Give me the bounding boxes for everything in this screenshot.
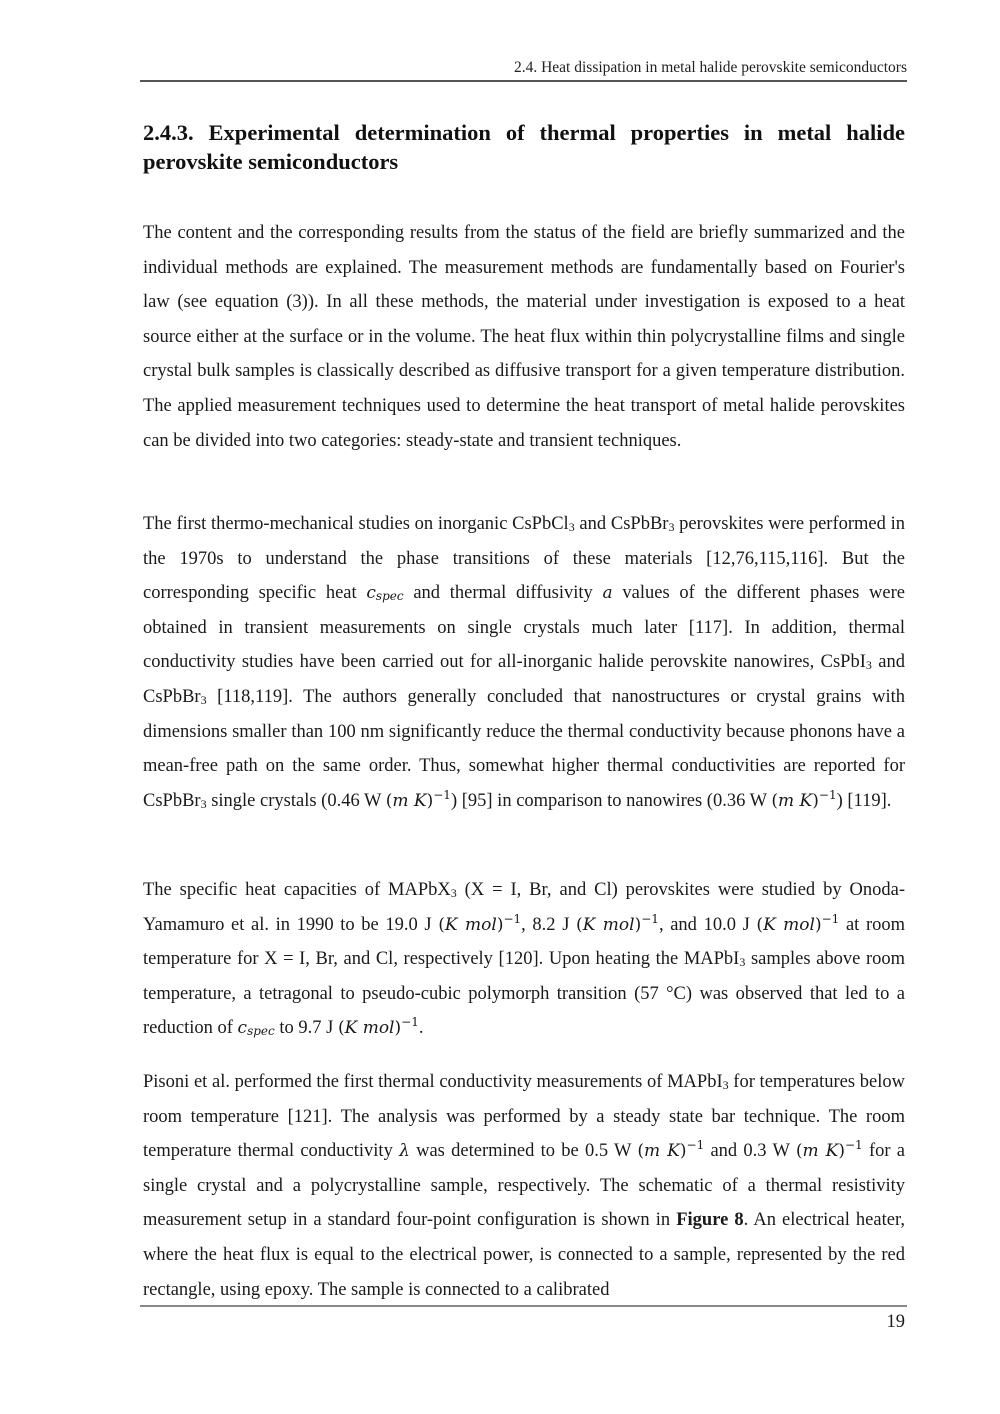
footer-rule	[140, 1305, 907, 1307]
page-number: 19	[886, 1312, 905, 1332]
math-c-spec: $c_{spec}$	[366, 583, 404, 604]
math-unit-Kmol: (K mol)$^{-1}$	[756, 911, 840, 935]
math-unit-mK: (m K)$^{-1}$	[385, 787, 451, 811]
math-a: a	[602, 583, 613, 604]
section-title	[143, 118, 905, 176]
header-rule	[140, 80, 907, 82]
math-unit-mK: (m K)$^{-1}$	[795, 1138, 863, 1162]
math-unit-mK: (m K)$^{-1}$	[637, 1138, 705, 1162]
math-c-spec: $c_{spec}$	[237, 1018, 275, 1039]
math-unit-Kmol: (K mol)$^{-1}$	[337, 1015, 419, 1039]
figure-reference[interactable]: Figure 8	[676, 1210, 744, 1231]
math-unit-Kmol: (K mol)$^{-1}$	[576, 911, 659, 935]
paragraph-pisoni: Pisoni et al. performed the first thermal conductivity measurements of MAPbI$_3$ for temperatures below room temperature [121]. The analysis was performed by a steady state bar technique. The room temperature thermal conductivity λ was determined to be 0.5 W (m K)$^{-1}$ and 0.3 W (m K)$^{-1}$ for a single crystal and a polycrystalline sample, respectively. The schematic of a thermal resistivity measurement setup in a standard four-point configuration is shown in Figure 8. An electrical heater, where the heat flux is equal to the electrical power, is connected to a sample, represented by the red rectangle, using epoxy. The sample is connected to a calibrated	[143, 1072, 905, 1300]
section-number: 2.4.3.	[143, 120, 194, 145]
math-unit-Kmol: (K mol)$^{-1}$	[438, 911, 522, 935]
running-header: 2.4. Heat dissipation in metal halide perovskite semiconductors	[513, 59, 907, 76]
paragraph-inorganic-studies: The first thermo-mechanical studies on inorganic CsPbCl$_3$ and CsPbBr$_3$ perovskites were performed in the 1970s to understand the phase transitions of these materials [12,76,115,116]. But the corresponding specific heat $c_{spec}$ and thermal diffusivity a values of the different phases were obtained in transient measurements on single crystals much later [117]. In addition, thermal conductivity studies have been carried out for all-inorganic halide perovskite nanowires, CsPbI$_3$ and CsPbBr$_3$ [118,119]. The authors generally concluded that nanostructures or crystal grains with dimensions smaller than 100 nm significantly reduce the thermal conductivity because phonons have a mean-free path on the same order. Thus, somewhat higher thermal conductivities are reported for CsPbBr$_3$ single crystals (0.46 W (m K)$^{-1}$) [95] in comparison to nanowires (0.36 W (m K)$^{-1}$) [119].	[143, 514, 906, 811]
paragraph-specific-heat: The specific heat capacities of MAPbX$_3$ (X = I, Br, and Cl) perovskites were studied by Onoda-Yamamuro et al. in 1990 to be 19.0 J (K mol)$^{-1}$, 8.2 J (K mol)$^{-1}$, and 10.0 J (K mol)$^{-1}$ at room temperature for X = I, Br, and Cl, respectively [120]. Upon heating the MAPbI$_3$ samples above room temperature, a tetragonal to pseudo-cubic polymorph transition (57 °C) was observed that led to a reduction of $c_{spec}$ to 9.7 J (K mol)$^{-1}$.	[143, 880, 906, 1039]
paragraph-intro: The content and the corresponding results from the status of the field are briefly summarized and the individual methods are explained. The measurement methods are fundamentally based on Fourier's law (see equation (3)). In all these methods, the material under investigation is exposed to a heat source either at the surface or in the volume. The heat flux within thin polycrystalline films and single crystal bulk samples is classically described as diffusive transport for a given temperature distribution. The applied measurement techniques used to determine the heat transport of metal halide perovskites can be divided into two categories: steady-state and transient techniques.	[143, 223, 905, 451]
math-unit-mK: (m K)$^{-1}$	[771, 787, 837, 811]
math-lambda: λ	[399, 1141, 410, 1162]
section-title-text: Experimental determination of thermal properties in metal halide perovskite semiconductors	[143, 120, 905, 174]
